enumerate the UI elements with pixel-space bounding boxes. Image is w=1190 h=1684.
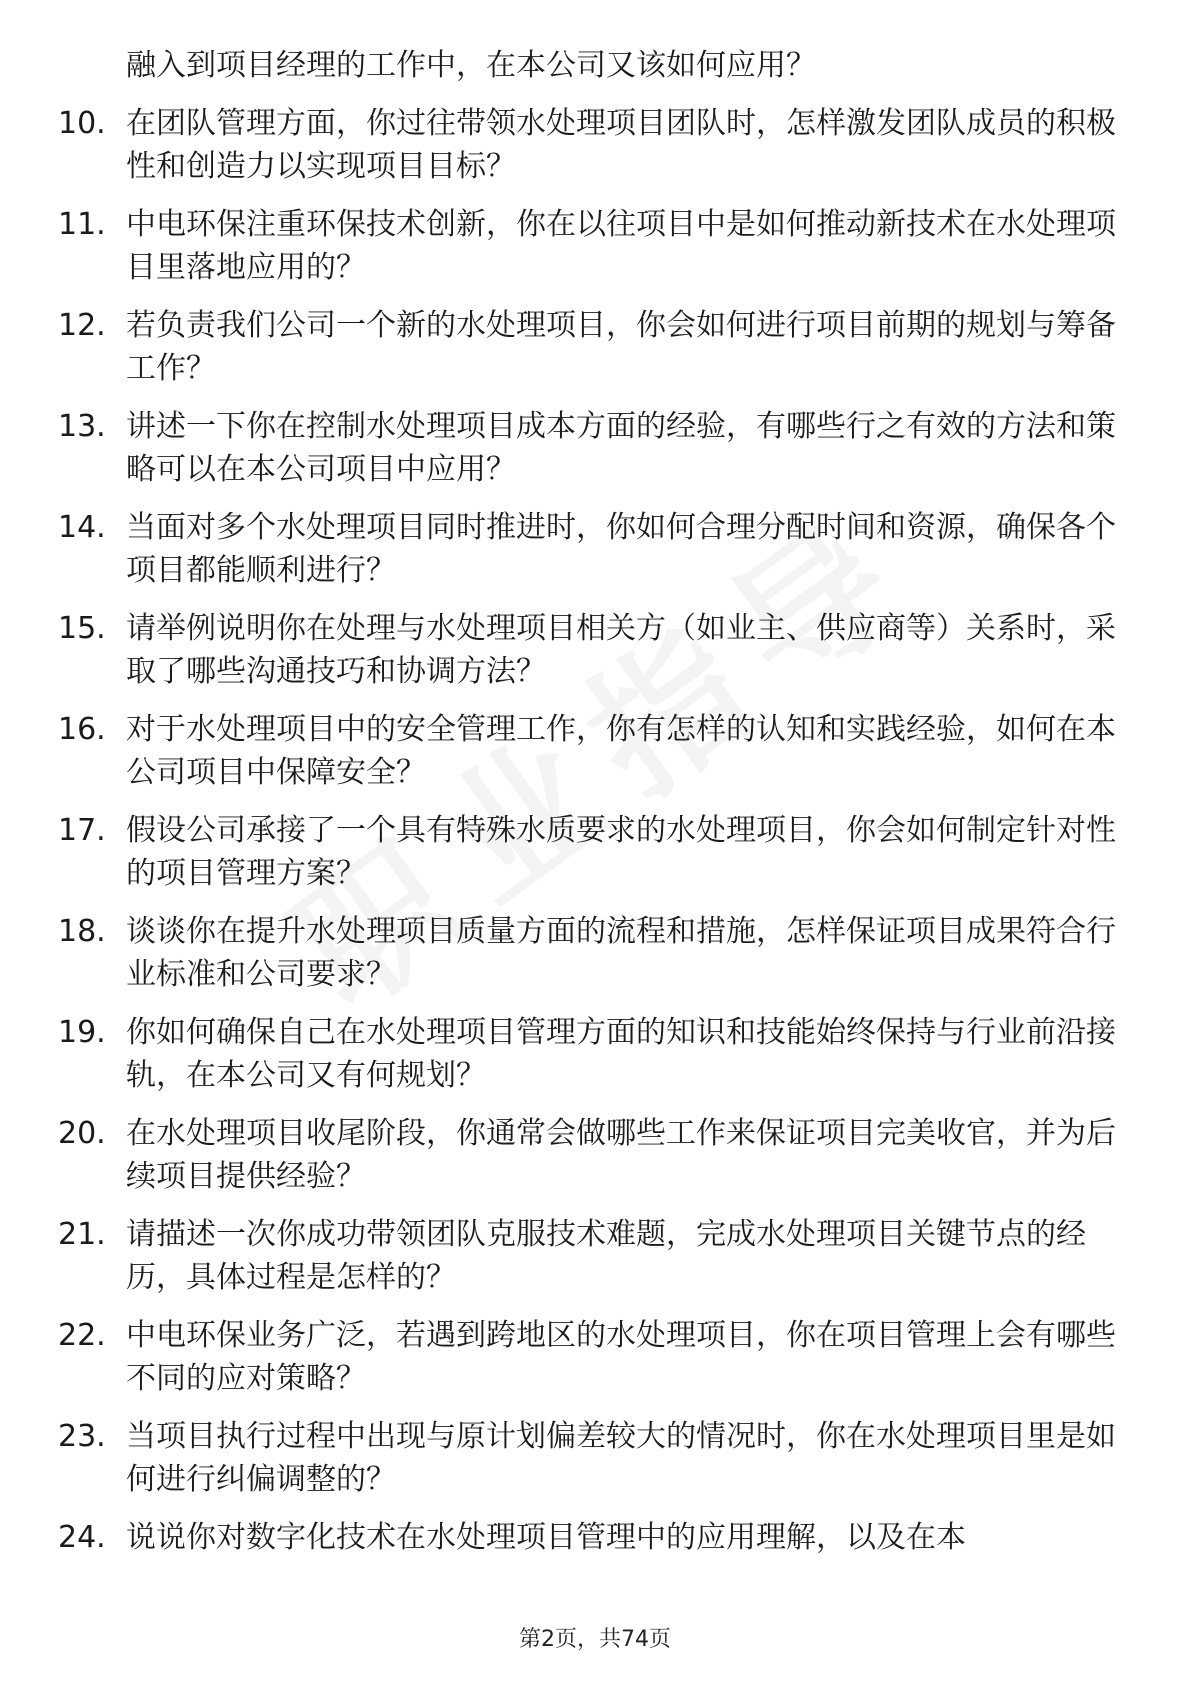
question-text: 当项目执行过程中出现与原计划偏差较大的情况时，你在水处理项目里是如何进行纠偏调整的？ <box>126 1419 1116 1497</box>
question-text: 对于水处理项目中的安全管理工作，你有怎样的认知和实践经验，如何在本公司项目中保障安全？ <box>126 712 1116 790</box>
question-item <box>58 304 1118 390</box>
question-number: 19. <box>58 1015 106 1050</box>
question-number: 12. <box>58 308 106 343</box>
question-item <box>58 1415 1118 1501</box>
question-text: 在团队管理方面，你过往带领水处理项目团队时，怎样激发团队成员的积极性和创造力以实现项目目标？ <box>126 106 1116 184</box>
question-number: 14. <box>58 510 106 545</box>
question-item <box>58 910 1118 996</box>
question-item <box>58 203 1118 289</box>
question-item <box>58 1011 1118 1097</box>
question-text: 谈谈你在提升水处理项目质量方面的流程和措施，怎样保证项目成果符合行业标准和公司要求？ <box>126 914 1116 992</box>
question-text: 中电环保注重环保技术创新，你在以往项目中是如何推动新技术在水处理项目里落地应用的？ <box>126 207 1116 285</box>
question-number: 11. <box>58 207 106 242</box>
question-text: 若负责我们公司一个新的水处理项目，你会如何进行项目前期的规划与筹备工作？ <box>126 308 1116 386</box>
question-number: 10. <box>58 106 106 141</box>
question-number: 15. <box>58 611 106 646</box>
question-text: 当面对多个水处理项目同时推进时，你如何合理分配时间和资源，确保各个项目都能顺利进行？ <box>126 510 1116 588</box>
question-number: 22. <box>58 1318 106 1353</box>
question-item <box>58 102 1118 188</box>
question-number: 24. <box>58 1520 106 1555</box>
question-item <box>58 1112 1118 1198</box>
question-number: 23. <box>58 1419 106 1454</box>
continuation-text: 融入到项目经理的工作中，在本公司又该如何应用？ <box>126 48 816 83</box>
question-text: 中电环保业务广泛，若遇到跨地区的水处理项目，你在项目管理上会有哪些不同的应对策略？ <box>126 1318 1116 1396</box>
question-item <box>58 1516 1118 1559</box>
page-footer: 第2页，共74页 <box>519 1627 671 1652</box>
question-item <box>58 1314 1118 1400</box>
question-item <box>58 1213 1118 1299</box>
question-number: 13. <box>58 409 106 444</box>
question-text: 讲述一下你在控制水处理项目成本方面的经验，有哪些行之有效的方法和策略可以在本公司项目中应用？ <box>126 409 1116 487</box>
question-item <box>58 506 1118 592</box>
question-list <box>58 44 1118 1574</box>
question-number: 17. <box>58 813 106 848</box>
question-number: 18. <box>58 914 106 949</box>
question-number: 20. <box>58 1116 106 1151</box>
question-text: 请举例说明你在处理与水处理项目相关方（如业主、供应商等）关系时，采取了哪些沟通技巧和协调方法？ <box>126 611 1116 689</box>
question-text: 请描述一次你成功带领团队克服技术难题，完成水处理项目关键节点的经历，具体过程是怎样的？ <box>126 1217 1086 1295</box>
question-text: 你如何确保自己在水处理项目管理方面的知识和技能始终保持与行业前沿接轨，在本公司又有何规划？ <box>126 1015 1116 1093</box>
question-item <box>58 809 1118 895</box>
question-item <box>58 405 1118 491</box>
question-number: 21. <box>58 1217 106 1252</box>
question-text: 在水处理项目收尾阶段，你通常会做哪些工作来保证项目完美收官，并为后续项目提供经验？ <box>126 1116 1116 1194</box>
question-item <box>58 708 1118 794</box>
question-item <box>58 607 1118 693</box>
question-text: 说说你对数字化技术在水处理项目管理中的应用理解，以及在本 <box>126 1520 966 1555</box>
question-text: 假设公司承接了一个具有特殊水质要求的水处理项目，你会如何制定针对性的项目管理方案？ <box>126 813 1116 891</box>
question-number: 16. <box>58 712 106 747</box>
